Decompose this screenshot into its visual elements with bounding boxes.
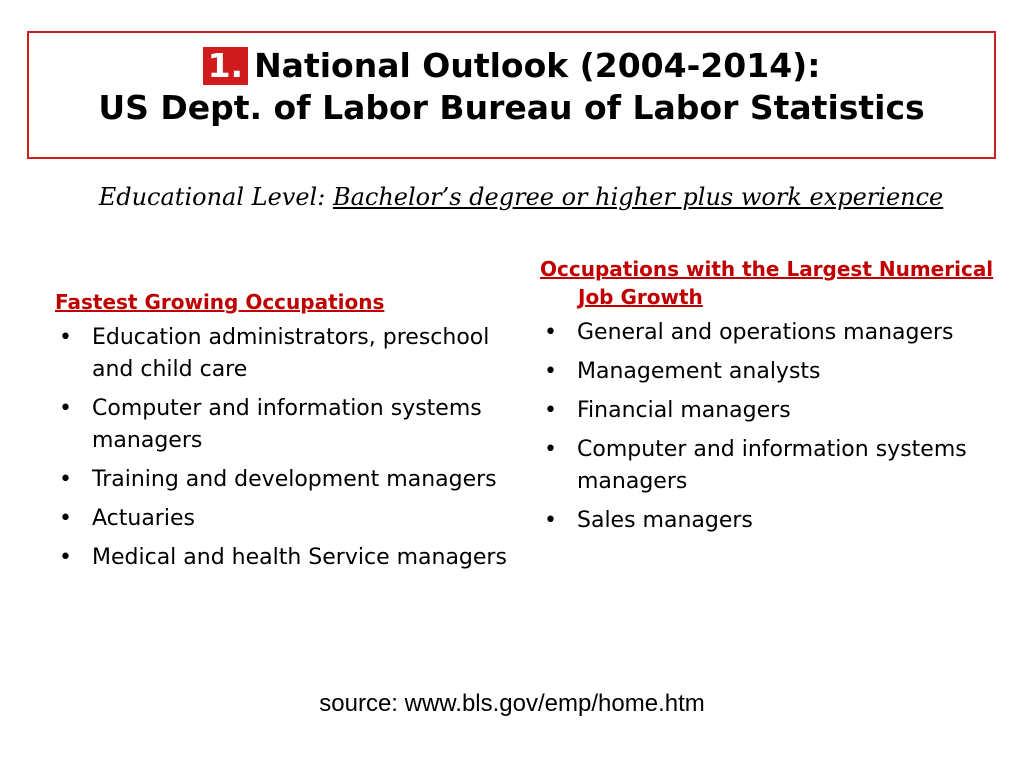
subtitle-underlined: Bachelor’s degree or higher plus work experience [332, 183, 944, 211]
list-item-text: Training and development managers [92, 467, 497, 492]
bullet-icon: • [59, 467, 72, 492]
bullet-icon: • [544, 359, 557, 384]
list-item-text: Computer and information systems managers [92, 396, 482, 453]
list-item [55, 503, 515, 535]
list-item [55, 464, 515, 496]
list-item-text: Computer and information systems managers [577, 437, 967, 494]
list-item-text: Actuaries [92, 506, 195, 531]
right-column [540, 255, 1010, 544]
list-item [540, 395, 1010, 427]
bullet-icon: • [59, 396, 72, 421]
title-text-1: National Outlook (2004-2014): [254, 46, 821, 85]
title-line-2: US Dept. of Labor Bureau of Labor Statistics [98, 88, 925, 127]
left-column [55, 288, 515, 581]
right-list [540, 317, 1010, 537]
bullet-icon: • [544, 508, 557, 533]
title-number-badge: 1. [203, 47, 249, 85]
list-item [55, 393, 515, 457]
list-item [540, 317, 1010, 349]
bullet-icon: • [59, 545, 72, 570]
subtitle-prefix: Educational Level: [98, 183, 333, 211]
list-item [540, 434, 1010, 498]
list-item-text: Medical and health Service managers [92, 545, 507, 570]
bullet-icon: • [544, 437, 557, 462]
list-item [540, 356, 1010, 388]
right-column-heading: Occupations with the Largest Numerical Job Growth [540, 257, 994, 309]
source-citation: source: www.bls.gov/emp/home.htm [319, 690, 705, 717]
title-line-1 [29, 45, 994, 87]
list-item-text: Education administrators, preschool and child care [92, 325, 490, 382]
left-column-heading: Fastest Growing Occupations [55, 290, 385, 314]
bullet-icon: • [59, 325, 72, 350]
title-box [27, 31, 996, 159]
subtitle [0, 183, 1024, 211]
list-item-text: Management analysts [577, 359, 821, 384]
list-item [540, 505, 1010, 537]
bullet-icon: • [59, 506, 72, 531]
list-item-text: General and operations managers [577, 320, 954, 345]
bullet-icon: • [544, 320, 557, 345]
list-item-text: Financial managers [577, 398, 791, 423]
left-list [55, 322, 515, 574]
list-item-text: Sales managers [577, 508, 753, 533]
list-item [55, 542, 515, 574]
bullet-icon: • [544, 398, 557, 423]
list-item [55, 322, 515, 386]
